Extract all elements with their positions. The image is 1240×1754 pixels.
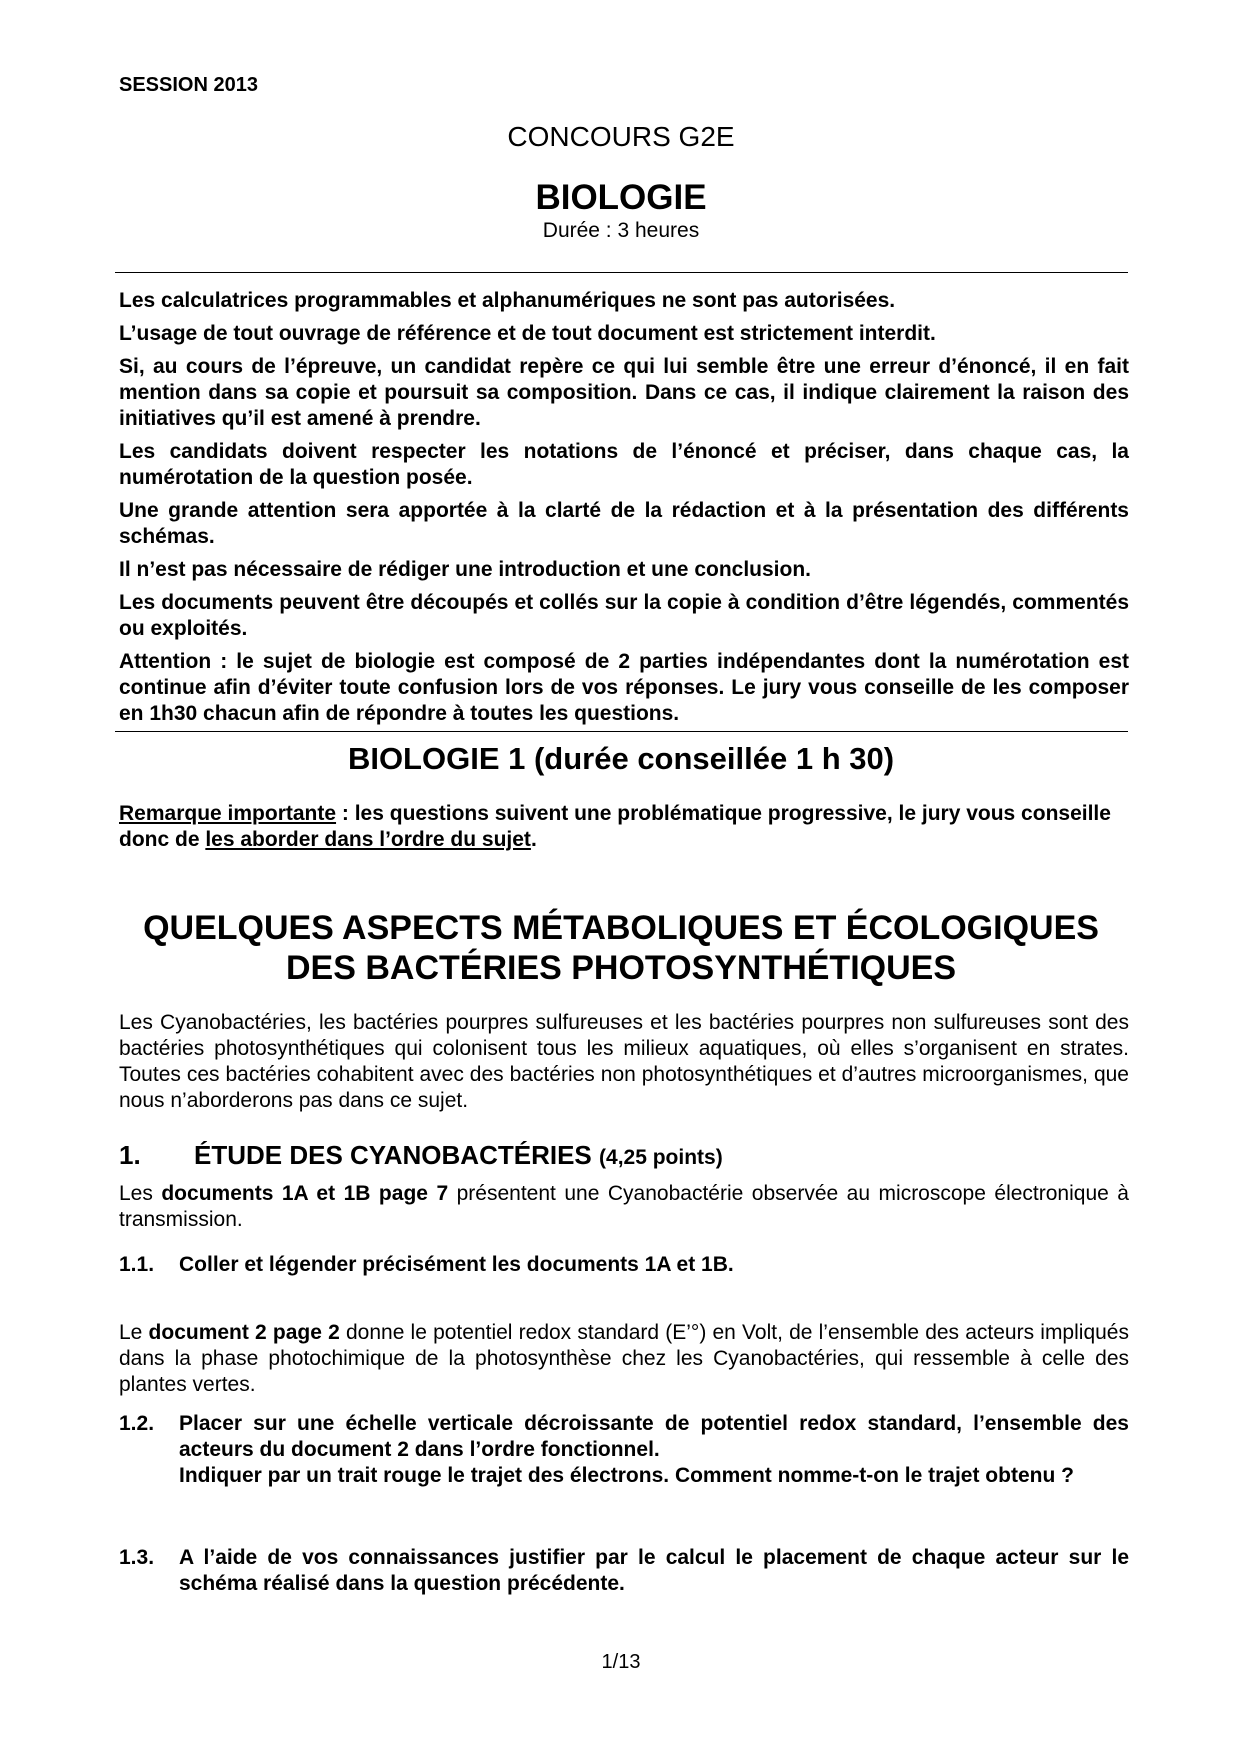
- instruction-item: Il n’est pas nécessaire de rédiger une introduction et une conclusion.: [119, 558, 811, 581]
- instruction-item: L’usage de tout ouvrage de référence et de tout document est strictement interdit.: [119, 322, 936, 345]
- question-1-3: [119, 1545, 1129, 1597]
- para-text: Les: [119, 1182, 162, 1205]
- part-title: BIOLOGIE 1 (durée conseillée 1 h 30): [347, 741, 895, 776]
- main-title-line2: DES BACTÉRIES PHOTOSYNTHÉTIQUES: [285, 949, 957, 987]
- question-1-1: [119, 1252, 1129, 1278]
- para-text: présentent une Cyanobactérie observée au microscope électronique à transmission.: [119, 1182, 1129, 1231]
- remarque-emphasis: les aborder dans l’ordre du sujet: [205, 828, 531, 851]
- top-divider: [115, 272, 1128, 273]
- remarque-end: .: [530, 828, 537, 851]
- main-title: [115, 908, 1127, 988]
- instruction-item: Une grande attention sera apportée à la clarté de la rédaction et à la présentation des différents schémas.: [119, 499, 1129, 548]
- intro-paragraph: Les Cyanobactéries, les bactéries pourpres sulfureuses et les bactéries pourpres non sulfureuses sont des bactéries photosynthétiques qui colonisent tous les milieux aquatiques, où elles s’organisent en strates. Toutes ces bactéries cohabitent avec des bactéries non photosynthétiques et d’autres microorganismes, que nous n’aborderons pas dans ce sujet.: [119, 1011, 1129, 1112]
- bottom-divider: [115, 731, 1128, 732]
- para-text: Le: [119, 1321, 149, 1344]
- instruction-item: Les candidats doivent respecter les notations de l’énoncé et préciser, dans chaque cas, la numérotation de la question posée.: [119, 440, 1129, 489]
- question-text: Placer sur une échelle verticale décroissante de potentiel redox standard, l’ensemble des acteurs du document 2 dans l’ordre fonctionnel.: [179, 1412, 1129, 1461]
- remarque-label: Remarque importante: [119, 802, 337, 825]
- question-number: 1.2.: [119, 1412, 155, 1435]
- section-number: 1.: [119, 1140, 141, 1170]
- para-ref: document 2 page 2: [148, 1321, 340, 1344]
- remarque-text: : les questions suivent une problématique progressive, le jury vous conseille donc de: [119, 802, 1111, 851]
- page-title: BIOLOGIE: [535, 178, 707, 217]
- section-points: (4,25 points): [599, 1146, 723, 1169]
- question-number: 1.3.: [119, 1546, 155, 1569]
- para-ref: documents 1A et 1B page 7: [161, 1182, 449, 1205]
- session-label: SESSION 2013: [119, 74, 258, 96]
- page-number: 1/13: [601, 1651, 641, 1673]
- duration-label: Durée : 3 heures: [542, 219, 700, 242]
- paragraph-doc1: [119, 1181, 1129, 1233]
- instruction-item: Si, au cours de l’épreuve, un candidat repère ce qui lui semble être une erreur d’énoncé, il en fait mention dans sa copie et poursuit sa composition. Dans ce cas, il indique clairement la raison des initiatives qu’il est amené à prendre.: [119, 355, 1129, 430]
- question-text: Coller et légender précisément les documents 1A et 1B.: [179, 1253, 734, 1276]
- instruction-item: Les documents peuvent être découpés et collés sur la copie à condition d’être légendés, commentés ou exploités.: [119, 591, 1129, 640]
- remarque-note: [119, 801, 1129, 853]
- question-text: A l’aide de vos connaissances justifier par le calcul le placement de chaque acteur sur le schéma réalisé dans la question précédente.: [179, 1546, 1129, 1595]
- instruction-item: Attention : le sujet de biologie est composé de 2 parties indépendantes dont la numérotation est continue afin d’éviter toute confusion lors de vos réponses. Le jury vous conseille de les composer en 1h30 chacun afin de répondre à toutes les questions.: [119, 650, 1129, 725]
- question-number: 1.1.: [119, 1253, 155, 1276]
- question-1-2: [119, 1411, 1129, 1489]
- para-text: donne le potentiel redox standard (E’°) en Volt, de l’ensemble des acteurs impliqués dans la phase photochimique de la photosynthèse chez les Cyanobactéries, qui ressemble à celle des plantes vertes.: [119, 1321, 1129, 1396]
- paragraph-doc2: [119, 1320, 1129, 1398]
- section-heading: [119, 1140, 723, 1171]
- main-title-line1: QUELQUES ASPECTS MÉTABOLIQUES ET ÉCOLOGIQUES: [143, 909, 1099, 947]
- question-text-continued: Indiquer par un trait rouge le trajet des électrons. Comment nomme-t-on le trajet obtenu ?: [179, 1464, 1074, 1487]
- section-title: ÉTUDE DES CYANOBACTÉRIES: [194, 1140, 592, 1170]
- instruction-item: Les calculatrices programmables et alphanumériques ne sont pas autorisées.: [119, 289, 896, 312]
- instructions-block: [119, 288, 1129, 734]
- concours-label: CONCOURS G2E: [507, 121, 735, 152]
